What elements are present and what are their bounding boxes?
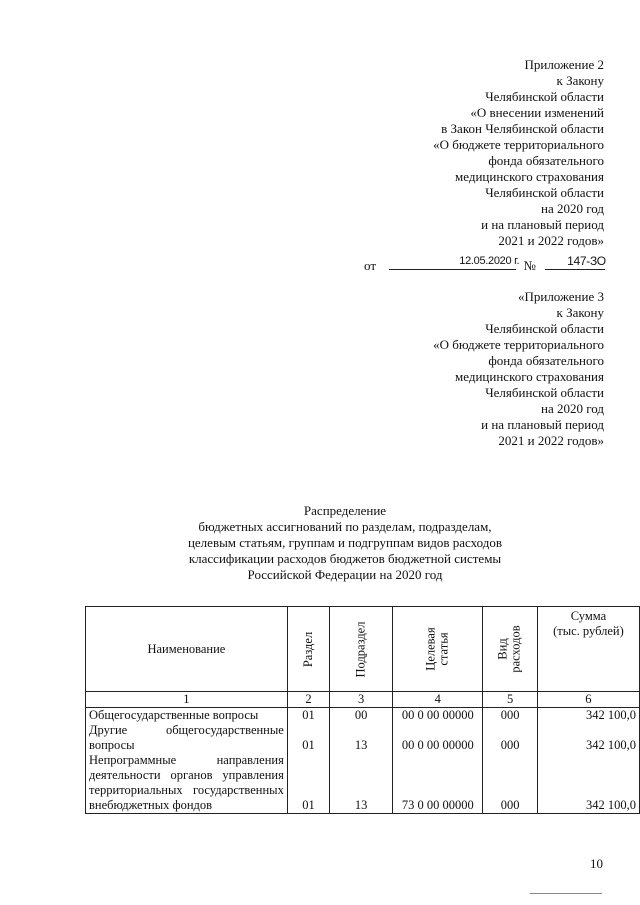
table-row xyxy=(86,723,640,753)
appendix-3-line: фонда обязательного xyxy=(488,353,604,368)
appendix-2-line: Челябинской области xyxy=(485,89,604,104)
appendix-3-line: к Закону xyxy=(556,305,604,320)
header-type-line1: Вид xyxy=(496,637,511,660)
column-number: 1 xyxy=(86,692,288,708)
header-sum-line1: Сумма xyxy=(570,609,607,623)
title-line: Распределение xyxy=(303,503,387,518)
header-target-article xyxy=(393,607,483,692)
row-type: 000 xyxy=(483,753,537,814)
table-row xyxy=(86,708,640,724)
header-sum-line2: (тыс. рублей) xyxy=(553,624,624,638)
header-subsection-label: Подраздел xyxy=(353,621,368,677)
appendix-2-line: и на плановый период xyxy=(481,217,604,232)
budget-allocation-table xyxy=(85,606,640,814)
header-section xyxy=(287,607,329,692)
appendix-2-line: медицинского страхования xyxy=(455,169,604,184)
law-date-field xyxy=(389,255,520,270)
header-type-line2: расходов xyxy=(509,624,524,673)
appendix-2-line: 2021 и 2022 годов» xyxy=(498,233,604,248)
document-title xyxy=(155,503,535,583)
header-name: Наименование xyxy=(86,607,288,692)
appendix-3-header xyxy=(433,289,604,449)
row-name: Другие общегосударственные вопросы xyxy=(86,723,288,753)
row-sum: 342 100,0 xyxy=(537,753,639,814)
title-line: целевым статьям, группам и подгруппам видов расходов xyxy=(187,535,503,550)
header-target-line1: Целевая xyxy=(423,626,438,671)
table-row xyxy=(86,753,640,814)
header-section-label: Раздел xyxy=(301,631,316,667)
appendix-3-line: на 2020 год xyxy=(541,401,604,416)
column-number: 4 xyxy=(393,692,483,708)
column-number: 6 xyxy=(537,692,639,708)
column-number: 3 xyxy=(330,692,393,708)
row-section: 01 xyxy=(287,753,329,814)
row-sum: 342 100,0 xyxy=(537,723,639,753)
row-name: Непрограммные направления деятельности органов управления территориальных государственных внебюджетных фондов xyxy=(86,753,288,814)
row-section: 01 xyxy=(287,708,329,724)
appendix-2-line: в Закон Челябинской области xyxy=(441,121,604,136)
appendix-2-line: на 2020 год xyxy=(541,201,604,216)
page-number: 10 xyxy=(590,856,603,871)
title-line: бюджетных ассигнований по разделам, подразделам, xyxy=(198,519,492,534)
column-number-row xyxy=(86,692,640,708)
appendix-2-line: «О внесении изменений xyxy=(470,105,604,120)
header-type-label xyxy=(497,625,523,672)
row-sum: 342 100,0 xyxy=(537,708,639,724)
law-date-number-line xyxy=(364,256,604,274)
from-label: от xyxy=(364,258,377,273)
appendix-3-line: «Приложение 3 xyxy=(517,289,604,304)
appendix-3-line: 2021 и 2022 годов» xyxy=(498,433,604,448)
appendix-2-line: Челябинской области xyxy=(485,185,604,200)
row-type: 000 xyxy=(483,723,537,753)
header-subsection xyxy=(330,607,393,692)
row-subsection: 13 xyxy=(330,753,393,814)
appendix-3-line: Челябинской области xyxy=(485,321,604,336)
header-sum xyxy=(537,607,639,692)
law-number-field xyxy=(545,256,605,270)
appendix-2-line: фонда обязательного xyxy=(488,153,604,168)
header-target-line2: статья xyxy=(436,631,451,666)
row-target: 73 0 00 00000 xyxy=(393,753,483,814)
appendix-2-line: Приложение 2 xyxy=(524,57,604,72)
row-name: Общегосударственные вопросы xyxy=(86,708,288,724)
row-target: 00 0 00 00000 xyxy=(393,708,483,724)
appendix-3-line: медицинского страхования xyxy=(455,369,604,384)
row-type: 000 xyxy=(483,708,537,724)
row-target: 00 0 00 00000 xyxy=(393,723,483,753)
header-target-label xyxy=(425,627,451,670)
header-expense-type xyxy=(483,607,537,692)
row-section: 01 xyxy=(287,723,329,753)
appendix-3-line: и на плановый период xyxy=(481,417,604,432)
appendix-2-header xyxy=(433,57,604,249)
table-header-row xyxy=(86,607,640,692)
law-date: 12.05.2020 г. xyxy=(459,255,520,267)
appendix-3-line: «О бюджете территориального xyxy=(433,337,604,352)
footer-divider xyxy=(530,893,602,894)
appendix-3-line: Челябинской области xyxy=(485,385,604,400)
appendix-2-line: к Закону xyxy=(556,73,604,88)
appendix-2-line: «О бюджете территориального xyxy=(433,137,604,152)
column-number: 5 xyxy=(483,692,537,708)
row-subsection: 00 xyxy=(330,708,393,724)
title-line: классификации расходов бюджетов бюджетной системы xyxy=(188,551,502,566)
law-number: 147-ЗО xyxy=(567,254,606,268)
title-line: Российской Федерации на 2020 год xyxy=(247,567,443,582)
number-label: № xyxy=(523,258,536,273)
row-subsection: 13 xyxy=(330,723,393,753)
column-number: 2 xyxy=(287,692,329,708)
